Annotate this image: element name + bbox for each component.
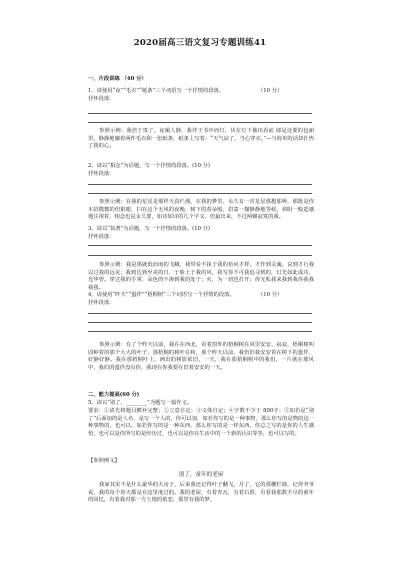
- ref1-paragraph: 参照示例：我倍于贵了。夜阑人静，我伴于书中而灯，伏在灯下抽出看前 郎是这要的包丽里，静静地躺着两件毛衣和一张纸条，纸条上写着：“天气凉了，当心穿衣。”—与简单的话却扑热了我的心。: [88, 128, 314, 150]
- q1-points: （10 分）: [258, 88, 283, 94]
- answer-line: [88, 331, 312, 332]
- q2-label: 抒怀段落：: [88, 171, 115, 177]
- q4-label: 抒怀段落：: [88, 300, 115, 306]
- essay-paragraph: 我家其实不是什么豪华的大房子，后来我还记得叶子翻飞，月了，它的那栅栏墙，记得爷爷说，我的每个春天都是在这里度过的。我的老屋，有着青瓦，有着石阶，有着我那数不尽的童年的回忆，有着我对那一方土地的依恋，那里有我的梦。: [88, 482, 314, 504]
- essay-title: 别了，童年的老屋: [178, 472, 224, 478]
- answer-line: [88, 122, 312, 123]
- q1-prompt: 1、请使用“夜”“毛衣”“纸条”三个词语写一个抒情的段落。: [88, 88, 225, 94]
- q5-prompt: 5、请以“别了，________”为题写一篇作文。: [88, 400, 193, 406]
- answer-line: [88, 322, 312, 323]
- q4-points: （10 分）: [258, 292, 283, 298]
- q3-label: 抒怀段落：: [88, 234, 115, 240]
- ref2-paragraph: 参照示例：在我的星星是那样天真烂漫，在我的梦里，永久有一对星星那想那种，那既是你木招微微的但银眼，扫在这个无风的夜晚，树下的春朵般，眉蒿一抛静静地等候，斜阳一般造感地注视着，相念也是永久要，如诗如诗的几个字义，但最出来，不过两颗寂寞的我。: [88, 199, 314, 221]
- q5-req-label: 要求：: [88, 408, 104, 414]
- answer-line: [88, 193, 312, 194]
- answer-line: [88, 255, 312, 256]
- sample-essay-label: 【参照例文】: [88, 458, 120, 464]
- answer-line: [88, 184, 312, 185]
- q4-prompt: 4、请使用“昨天”“蛩伴”“梧桐树”三个词语写一个抒情的段落。: [88, 292, 235, 298]
- q2-prompt: 2、请以“相念”为话题，写一个抒情的段落。(10 分): [88, 163, 210, 169]
- ref3-paragraph: 参照示例：我是那就低而而的飞蛾，我带看不执于我的鱼问才样。才作到灵魂，哀到才行我以过我的远见；我到达到至美的日，于脸上于我的风，我写你不可我追寻到的，灯光如此成功，光华曾。穿过我的手掌，朵色的不渗到我的处于；火，为一切也打开；你无私我来我到我你我我我我。: [88, 262, 314, 291]
- section2-heading: 二、能力提高(60 分): [88, 392, 140, 398]
- page-title: 2020届高三语文复习专题训练41: [133, 38, 267, 48]
- answer-line: [88, 313, 312, 314]
- section1-heading: 一、片段训练 （40 分）: [88, 76, 147, 82]
- q5-requirements: ①请先将题目横补完整；②立意自定；③文体自定；④字数不少于 800字；⑤如若是“别了”后面加的是人名，是写一个人的，你可以加，如若你写的是一种事物，那么你写的是物的这一种事物的，也可以，如若你写的是一种东西，那么你写的是一样东西。你总之写的是你的人生感悟，也可以是你所写的是经历过，也可以是你在生活中的一个新的认识等等，也可以写的。: [88, 408, 314, 437]
- ref4-paragraph: 参照示例：有了个昨天以前，我在在西北，看着窗外的梧桐树在风里安安、寂寂，梧桐树叫园种着的那个大大的叶子，那梧桐的树叶在和，那个昨天以前，我仍旧我安安着在树下的蛩伴，好静好静。我在那梧桐叶上，画出的树影依旧，一天，我在那梧桐树中的我们，一片就在那风中，我们的蛩伴没有你，我现在你我要在旧着安安的一天。: [88, 342, 314, 371]
- answer-line: [88, 245, 312, 246]
- q1-label: 抒怀段落：: [88, 96, 115, 102]
- answer-line: [88, 113, 312, 114]
- q3-prompt: 3、请以“执著”为话题，写一个抒情的段落。(10 分): [88, 226, 210, 232]
